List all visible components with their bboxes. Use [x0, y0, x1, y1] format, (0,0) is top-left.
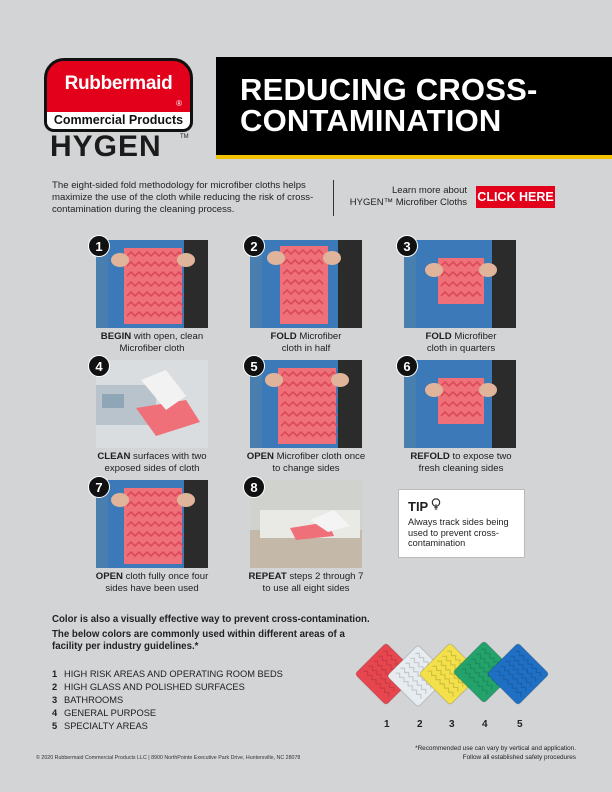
step-1-detail-line-2: Microfiber cloth	[119, 343, 185, 354]
color-item-1	[52, 668, 283, 681]
step-6-detail-line-2: fresh cleaning sides	[418, 463, 504, 474]
title-line-2: CONTAMINATION	[240, 103, 502, 138]
color-item-4	[52, 707, 283, 720]
step-6-action: REFOLD	[410, 451, 450, 462]
step-7-number: 7	[88, 476, 110, 498]
color-item-number: 2	[52, 682, 58, 692]
lightbulb-icon	[431, 498, 441, 514]
logo-registered-mark: ®	[176, 99, 182, 108]
step-6-caption	[386, 451, 536, 475]
step-3-photo	[404, 240, 516, 328]
color-item-label: HIGH RISK AREAS AND OPERATING ROOM BEDS	[64, 669, 283, 679]
color-item-number: 5	[52, 721, 58, 731]
color-item-label: SPECIALTY AREAS	[64, 721, 148, 731]
step-6-detail: to expose two	[449, 451, 512, 462]
step-8-photo	[250, 480, 362, 568]
step-5-detail-line-2: to change sides	[272, 463, 340, 474]
step-4-caption	[77, 451, 227, 475]
color-item-5	[52, 720, 283, 733]
step-4-action: CLEAN	[97, 451, 131, 462]
step-1-photo	[96, 240, 208, 328]
step-3-detail-line-2: cloth in quarters	[426, 343, 496, 354]
color-item-label: BATHROOMS	[64, 695, 124, 705]
step-3-caption	[386, 331, 536, 355]
step-7-photo	[96, 480, 208, 568]
step-5-detail: Microfiber cloth once	[274, 451, 366, 462]
tip-body: Always track sides being used to prevent cross-contamination	[408, 517, 509, 548]
intro-divider	[333, 180, 334, 216]
step-2-detail-line-2: cloth in half	[281, 343, 331, 354]
color-item-number: 4	[52, 708, 58, 718]
step-5-photo	[250, 360, 362, 448]
step-8-action: REPEAT	[248, 571, 287, 582]
learn-more-line-2: HYGEN™ Microfiber Cloths	[349, 197, 467, 208]
hygen-logo: HYGEN	[50, 130, 162, 163]
copyright: © 2020 Rubbermaid Commercial Products LLC | 8900 NorthPointe Executive Park Drive, Huntersville, NC 28078	[36, 755, 301, 761]
step-2-detail: Microfiber	[296, 331, 342, 342]
title-line-1: REDUCING CROSS-	[240, 72, 538, 107]
step-7-detail: cloth fully once four	[122, 571, 209, 582]
step-3-number: 3	[396, 235, 418, 257]
logo-division-text: Commercial Products	[44, 112, 193, 132]
footnote-line-2: Follow all established safety procedures	[462, 753, 576, 761]
color-item-number: 1	[52, 669, 58, 679]
step-8-detail-line-2: to use all eight sides	[262, 583, 350, 594]
color-item-label: HIGH GLASS AND POLISHED SURFACES	[64, 682, 245, 692]
step-5-action: OPEN	[246, 451, 274, 462]
page-title	[240, 74, 600, 136]
step-5-caption	[231, 451, 381, 475]
intro-paragraph: The eight-sided fold methodology for microfiber cloths helps maximize the use of the cloth while reducing the risk of cross-contamination during the cleaning process.	[52, 180, 314, 215]
hygen-trademark: TM	[180, 134, 189, 140]
colors-intro: Color is also a visually effective way to prevent cross-contamination.	[52, 614, 370, 625]
color-swatches	[352, 638, 552, 718]
color-item-label: GENERAL PURPOSE	[64, 708, 157, 718]
learn-more-line-1: Learn more about	[392, 185, 467, 196]
step-4-detail-line-2: exposed sides of cloth	[104, 463, 200, 474]
learn-more-text	[336, 185, 467, 209]
color-item-number: 3	[52, 695, 58, 705]
logo-brand-text: Rubbermaid	[64, 73, 173, 94]
step-4-photo	[96, 360, 208, 448]
step-8-caption	[231, 571, 381, 595]
step-7-caption	[77, 571, 227, 595]
colors-subheading: The below colors are commonly used within different areas of a facility per industry guidelines.*	[52, 629, 345, 652]
step-1-caption	[77, 331, 227, 355]
step-3-detail: Microfiber	[451, 331, 497, 342]
step-2-action: FOLD	[270, 331, 297, 342]
step-8-number: 8	[243, 476, 265, 498]
swatch-number-4: 4	[482, 719, 488, 730]
click-here-button[interactable]: CLICK HERE	[476, 186, 555, 208]
color-item-3	[52, 694, 283, 707]
color-item-2	[52, 681, 283, 694]
footnote-line-1: *Recommended use can vary by vertical and application.	[415, 745, 576, 752]
tip-heading	[408, 498, 515, 514]
color-guideline-list	[52, 668, 283, 733]
swatch-5	[487, 643, 549, 705]
tip-title: TIP	[408, 498, 429, 514]
swatch-number-5: 5	[517, 719, 523, 730]
step-8-detail: steps 2 through 7	[286, 571, 364, 582]
step-2-number: 2	[243, 235, 265, 257]
step-5-number: 5	[243, 355, 265, 377]
step-4-number: 4	[88, 355, 110, 377]
step-4-detail: surfaces with two	[130, 451, 207, 462]
step-1-number: 1	[88, 235, 110, 257]
step-1-action: BEGIN	[100, 331, 132, 342]
swatch-number-3: 3	[449, 719, 455, 730]
swatch-number-1: 1	[384, 719, 390, 730]
step-6-number: 6	[396, 355, 418, 377]
step-7-action: OPEN	[95, 571, 123, 582]
step-2-caption	[231, 331, 381, 355]
step-6-photo	[404, 360, 516, 448]
step-2-photo	[250, 240, 362, 328]
swatch-number-2: 2	[417, 719, 423, 730]
footnote	[415, 745, 576, 762]
tip-box	[398, 489, 525, 558]
step-1-detail: with open, clean	[131, 331, 204, 342]
step-3-action: FOLD	[425, 331, 452, 342]
title-accent-stripe	[216, 155, 612, 159]
step-7-detail-line-2: sides have been used	[105, 583, 199, 594]
